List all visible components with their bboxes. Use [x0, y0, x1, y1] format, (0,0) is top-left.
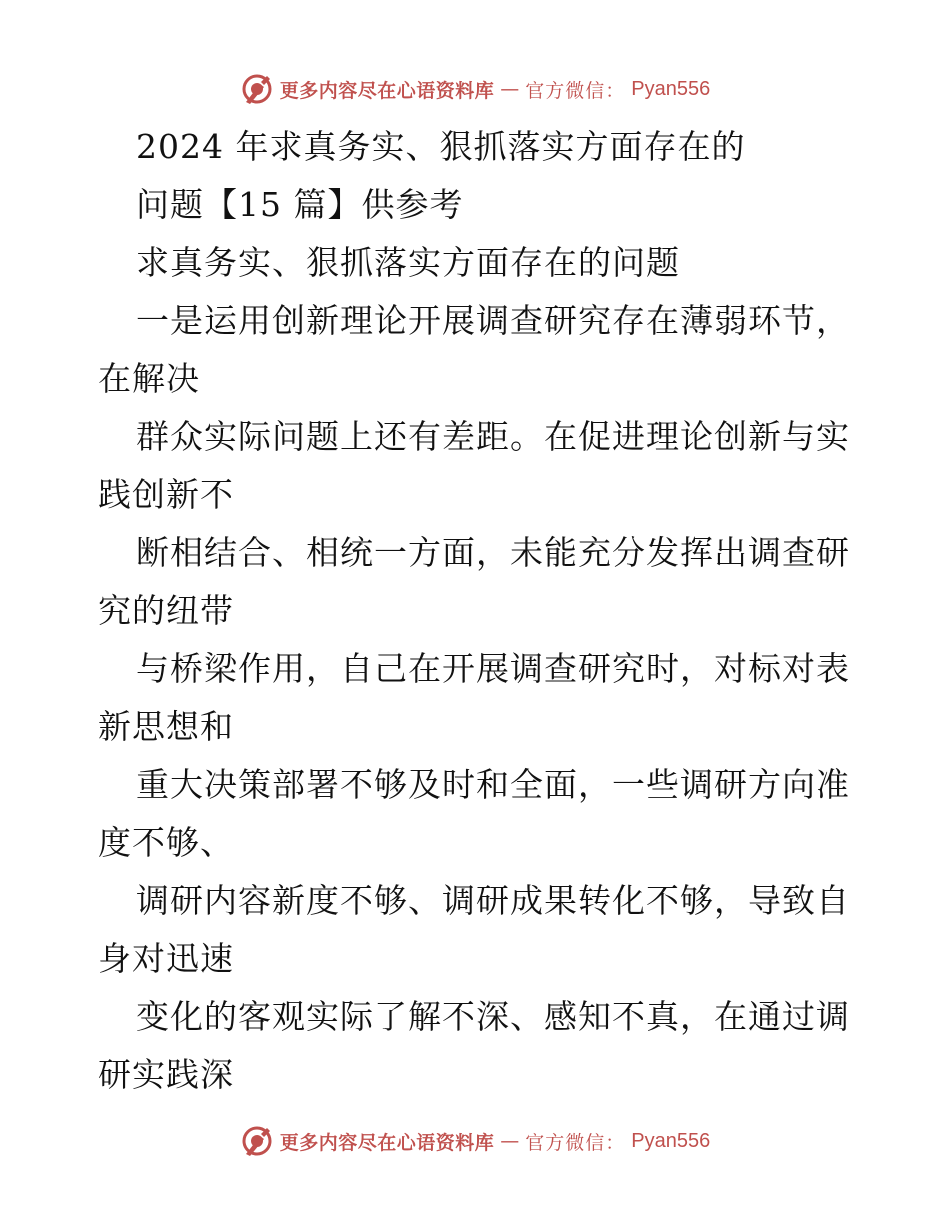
pen-logo-icon	[240, 1124, 274, 1158]
body-line: 与桥梁作用，自己在开展调查研究时，对标对表	[136, 649, 850, 688]
banner-wechat-id: Pyan556	[631, 1129, 711, 1152]
footer-watermark-banner	[0, 1124, 950, 1158]
header-watermark-banner	[0, 72, 950, 106]
banner-separator: —	[500, 1130, 520, 1152]
body-line: 群众实际问题上还有差距。在促进理论创新与实	[136, 417, 850, 456]
section-heading: 求真务实、狠抓落实方面存在的问题	[136, 243, 680, 282]
body-line: 践创新不	[98, 475, 234, 514]
body-line: 身对迅速	[98, 939, 234, 978]
banner-wechat-label: 官方微信：	[525, 79, 626, 102]
body-line: 断相结合、相统一方面，未能充分发挥出调查研	[136, 533, 850, 572]
body-line: 调研内容新度不够、调研成果转化不够，导致自	[136, 881, 850, 920]
banner-wechat-id: Pyan556	[631, 77, 711, 100]
banner-brand-text: 更多内容尽在心语资料库	[279, 1131, 495, 1154]
body-line: 一是运用创新理论开展调查研究存在薄弱环节，	[136, 301, 850, 340]
pen-logo-icon	[240, 72, 274, 106]
body-line: 在解决	[98, 359, 200, 398]
banner-separator: —	[500, 78, 520, 100]
document-body	[98, 118, 858, 1104]
body-line: 变化的客观实际了解不深、感知不真，在通过调	[136, 997, 850, 1036]
body-line: 究的纽带	[98, 591, 234, 630]
body-line: 度不够、	[98, 823, 234, 862]
banner-wechat-label: 官方微信：	[525, 1131, 626, 1154]
body-line: 新思想和	[98, 707, 234, 746]
document-title-line-2: 问题【15 篇】供参考	[136, 185, 464, 224]
banner-brand-text: 更多内容尽在心语资料库	[279, 79, 495, 102]
body-line: 重大决策部署不够及时和全面，一些调研方向准	[136, 765, 850, 804]
body-line: 研实践深	[98, 1055, 234, 1094]
document-title-line-1: 2024 年求真务实、狠抓落实方面存在的	[136, 127, 746, 166]
